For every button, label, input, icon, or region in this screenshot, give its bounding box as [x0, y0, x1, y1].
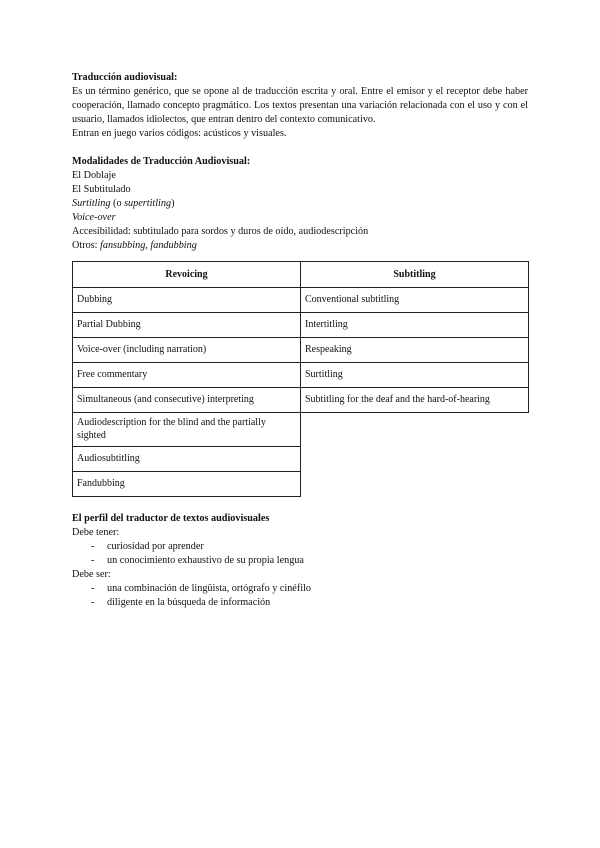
table-cell-empty: [301, 413, 529, 447]
table-cell: Fandubbing: [73, 472, 301, 497]
table-cell: Voice-over (including narration): [73, 338, 301, 363]
intro-line: Entran en juego varios códigos: acústicos y visuales.: [72, 128, 287, 139]
must-have-list: [72, 540, 528, 568]
table-cell: Subtitling for the deaf and the hard-of-hearing: [301, 388, 529, 413]
table-cell: Audiosubtitling: [73, 447, 301, 472]
modalities-heading: Modalidades de Traducción Audiovisual:: [72, 156, 251, 167]
table-header-row: [73, 262, 529, 288]
table-cell: Partial Dubbing: [73, 313, 301, 338]
intro-heading: Traducción audiovisual:: [72, 72, 178, 83]
modality-item: Voice-over: [72, 212, 116, 223]
must-be-list: [72, 582, 528, 610]
modality-item: Otros: fansubbing, fandubbing: [72, 240, 197, 251]
table-cell: Simultaneous (and consecutive) interpreting: [73, 388, 301, 413]
table-cell: Respeaking: [301, 338, 529, 363]
table-header-revoicing: Revoicing: [73, 262, 301, 288]
table-cell: Surtitling: [301, 363, 529, 388]
modality-item: El Doblaje: [72, 170, 116, 181]
list-item: - curiosidad por aprender: [91, 540, 528, 554]
modality-item: Accesibilidad: subtitulado para sordos y duros de oído, audiodescripción: [72, 226, 369, 237]
modality-term: supertitling: [124, 198, 172, 209]
table-row: [73, 338, 529, 363]
table-row: [73, 413, 529, 447]
table-row: [73, 363, 529, 388]
table-cell-empty: [301, 472, 529, 497]
table-row: [73, 313, 529, 338]
table-cell: Audiodescription for the blind and the partially sighted: [73, 413, 301, 447]
list-item: - una combinación de lingüista, ortógrafo y cinéfilo: [91, 582, 528, 596]
table-row: [73, 447, 529, 472]
list-item: - un conocimiento exhaustivo de su propia lengua: [91, 554, 528, 568]
table-row: [73, 388, 529, 413]
table-row: [73, 472, 529, 497]
table-cell: Conventional subtitling: [301, 288, 529, 313]
list-item: - diligente en la búsqueda de información: [91, 596, 528, 610]
intro-paragraph: Es un término genérico, que se opone al de traducción escrita y oral. Entre el emisor y el receptor debe haber cooperación, llamado concepto pragmático. Los textos presentan una variación relacionada con el uso y con el usuario, llamados idiolectos, que entran dentro del contexto comunicativo.: [72, 86, 528, 125]
table-cell-empty: [301, 447, 529, 472]
modality-item: Surtitling (o supertitling): [72, 198, 175, 209]
document-page: [72, 71, 528, 610]
modality-term: Surtitling: [72, 198, 111, 209]
must-be-label: Debe ser:: [72, 569, 111, 580]
must-have-label: Debe tener:: [72, 527, 120, 538]
table-cell: Intertitling: [301, 313, 529, 338]
modality-item: El Subtitulado: [72, 184, 131, 195]
modalities-table: [72, 261, 529, 497]
table-header-subtitling: Subtitling: [301, 262, 529, 288]
profile-heading: El perfil del traductor de textos audiovisuales: [72, 513, 270, 524]
table-row: [73, 288, 529, 313]
table-cell: Free commentary: [73, 363, 301, 388]
table-cell: Dubbing: [73, 288, 301, 313]
